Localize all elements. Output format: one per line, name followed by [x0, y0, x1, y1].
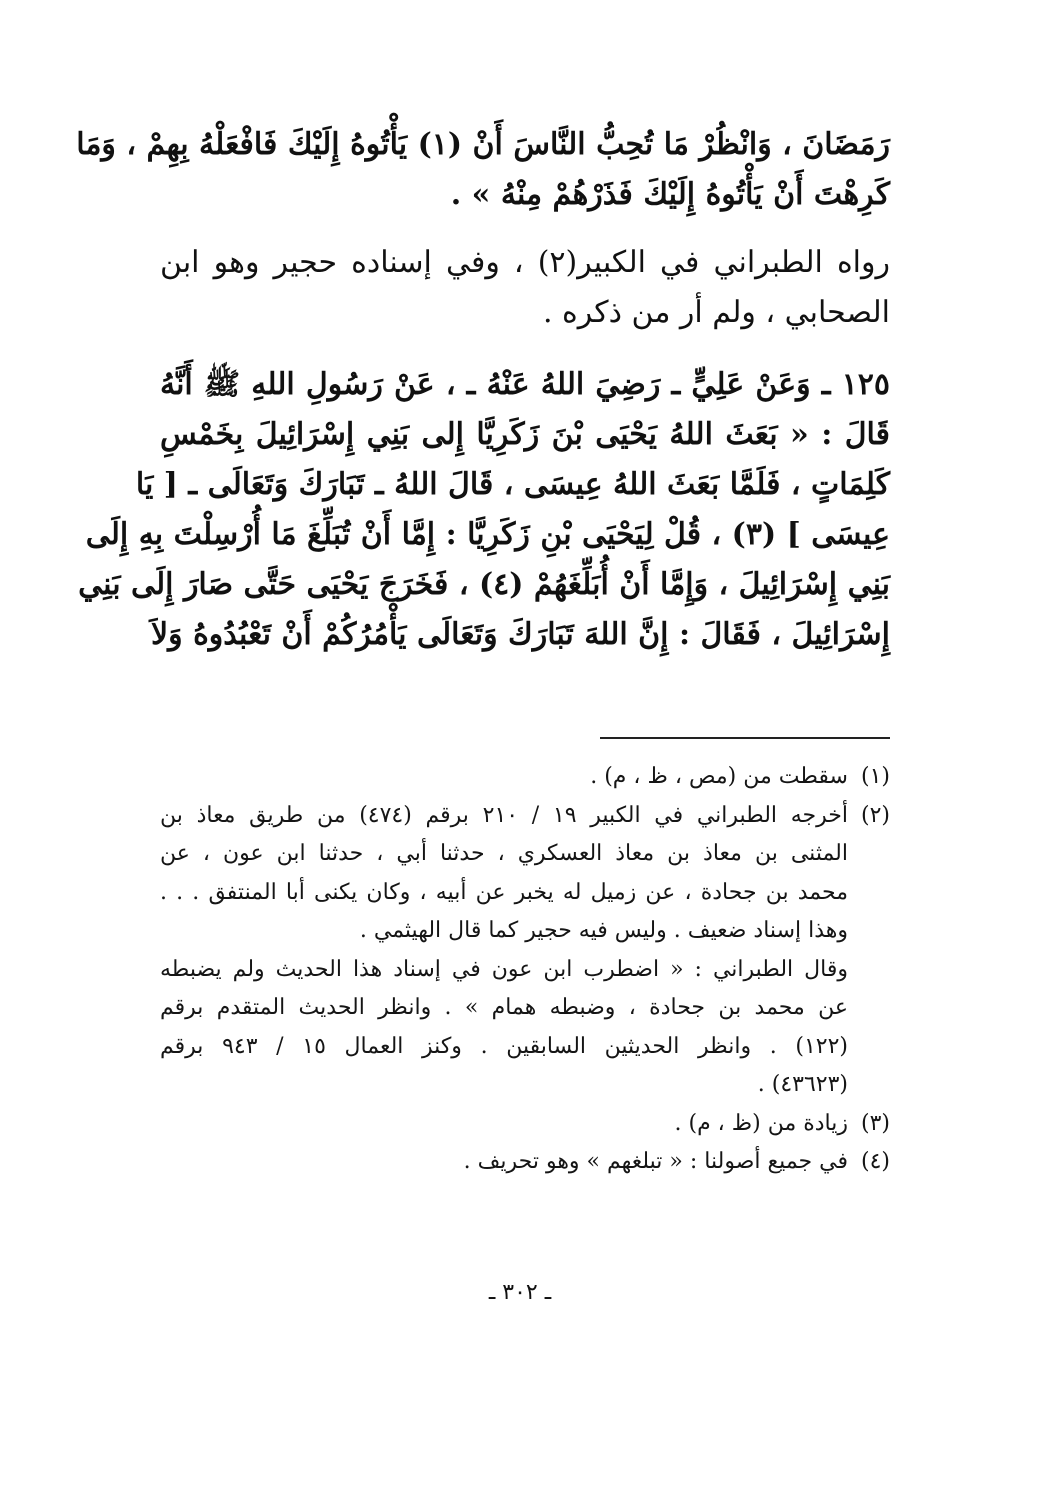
footnote-line: وهذا إسناد ضعيف . وليس فيه حجير كما قال الهيثمي .	[359, 918, 848, 943]
hadith-125-line-2: قَالَ : « بَعَثَ اللهُ يَحْيَى بْنَ زَكَرِيَّا إِلى بَنِي إِسْرَائِيلَ بِخَمْسِ	[160, 417, 890, 452]
hadith-125-line-4: عِيسَى ] (٣) ، قُلْ لِيَحْيَى بْنِ زَكَرِيَّا : إِمَّا أَنْ تُبَلِّغَ مَا أُرْسِلْتَ بِهِ إِلَى	[85, 517, 890, 552]
footnote-line: وقال الطبراني : « اضطرب ابن عون في إسناد هذا الحديث ولم يضبطه	[160, 956, 848, 982]
commentary-line-2: الصحابي ، ولم أر من ذكره .	[542, 295, 890, 330]
footnote-line: (١٢٢) . وانظر الحديثين السابقين . وكنز العمال ١٥ / ٩٤٣ برقم	[160, 1033, 849, 1059]
footnote-line: عن محمد بن جحادة ، وضبطه همام » . وانظر الحديث المتقدم برقم	[160, 995, 848, 1020]
footnote-line: في جميع أصولنا : « تبلغهم » وهو تحريف .	[463, 1149, 848, 1174]
footnote-number: (٤)	[860, 1149, 890, 1174]
footnote-number: (٣)	[860, 1110, 890, 1136]
footnote-line: أخرجه الطبراني في الكبير ١٩ / ٢١٠ برقم (٤٧٤) من طريق معاذ بن	[160, 802, 848, 828]
hadith-125-line-5: بَنِي إِسْرَائِيلَ ، وَإِمَّا أَنْ أُبَلِّغَهُمْ (٤) ، فَخَرَجَ يَحْيَى حَتَّى صَارَ إِلَى بَنِي	[78, 567, 890, 602]
footnote-2	[160, 797, 890, 951]
footnote-2-continuation	[160, 951, 890, 1105]
footnote-3	[160, 1105, 890, 1144]
footnote-line: المثنى بن معاذ بن معاذ العسكري ، حدثنا أبي ، حدثنا ابن عون ، عن	[160, 841, 848, 866]
footnote-number: (٢)	[860, 802, 890, 828]
hadith-125-line-1: ١٢٥ ـ وَعَنْ عَلِيٍّ ـ رَضِيَ اللهُ عَنْهُ ـ ، عَنْ رَسُولِ اللهِ ﷺ أَنَّهُ	[160, 367, 890, 402]
footnote-line: زيادة من (ظ ، م) .	[674, 1110, 848, 1136]
hadith-continuation-line-1: رَمَضَانَ ، وَانْظُرْ مَا تُحِبُّ النَّاسَ أَنْ (١) يَأْتُوهُ إِلَيْكَ فَافْعَلْهُ بِهِمْ ، وَمَا	[76, 127, 890, 162]
hadith-125-line-3: كَلِمَاتٍ ، فَلَمَّا بَعَثَ اللهُ عِيسَى ، قَالَ اللهُ ـ تَبَارَكَ وَتَعَالَى ـ [ يَا	[135, 467, 890, 502]
commentary-line-1: رواه الطبراني في الكبير(٢) ، وفي إسناده حجير وهو ابن	[160, 245, 890, 280]
footnote-separator	[600, 737, 890, 739]
main-text	[76, 120, 890, 660]
footnote-4	[160, 1143, 890, 1182]
footnote-line: سقطت من (مص ، ظ ، م) .	[590, 764, 848, 789]
footnote-number: (١)	[860, 764, 890, 789]
footnotes	[160, 758, 890, 1182]
hadith-continuation-line-2: كَرِهْتَ أَنْ يَأْتُوهُ إِلَيْكَ فَذَرْهُمْ مِنْهُ » .	[450, 177, 890, 212]
footnote-line: (٤٣٦٢٣) .	[757, 1072, 848, 1097]
footnote-line: محمد بن جحادة ، عن زميل له يخبر عن أبيه ، وكان يكنى أبا المنتفق . . .	[160, 879, 848, 905]
hadith-125-line-6: إِسْرَائِيلَ ، فَقَالَ : إِنَّ اللهَ تَبَارَكَ وَتَعَالَى يَأْمُرُكُمْ أَنْ تَعْبُدُوهُ وَلاَ	[151, 617, 890, 652]
footnote-1	[160, 758, 890, 797]
page-number: ـ ٣٠٢ ـ	[488, 1280, 552, 1305]
